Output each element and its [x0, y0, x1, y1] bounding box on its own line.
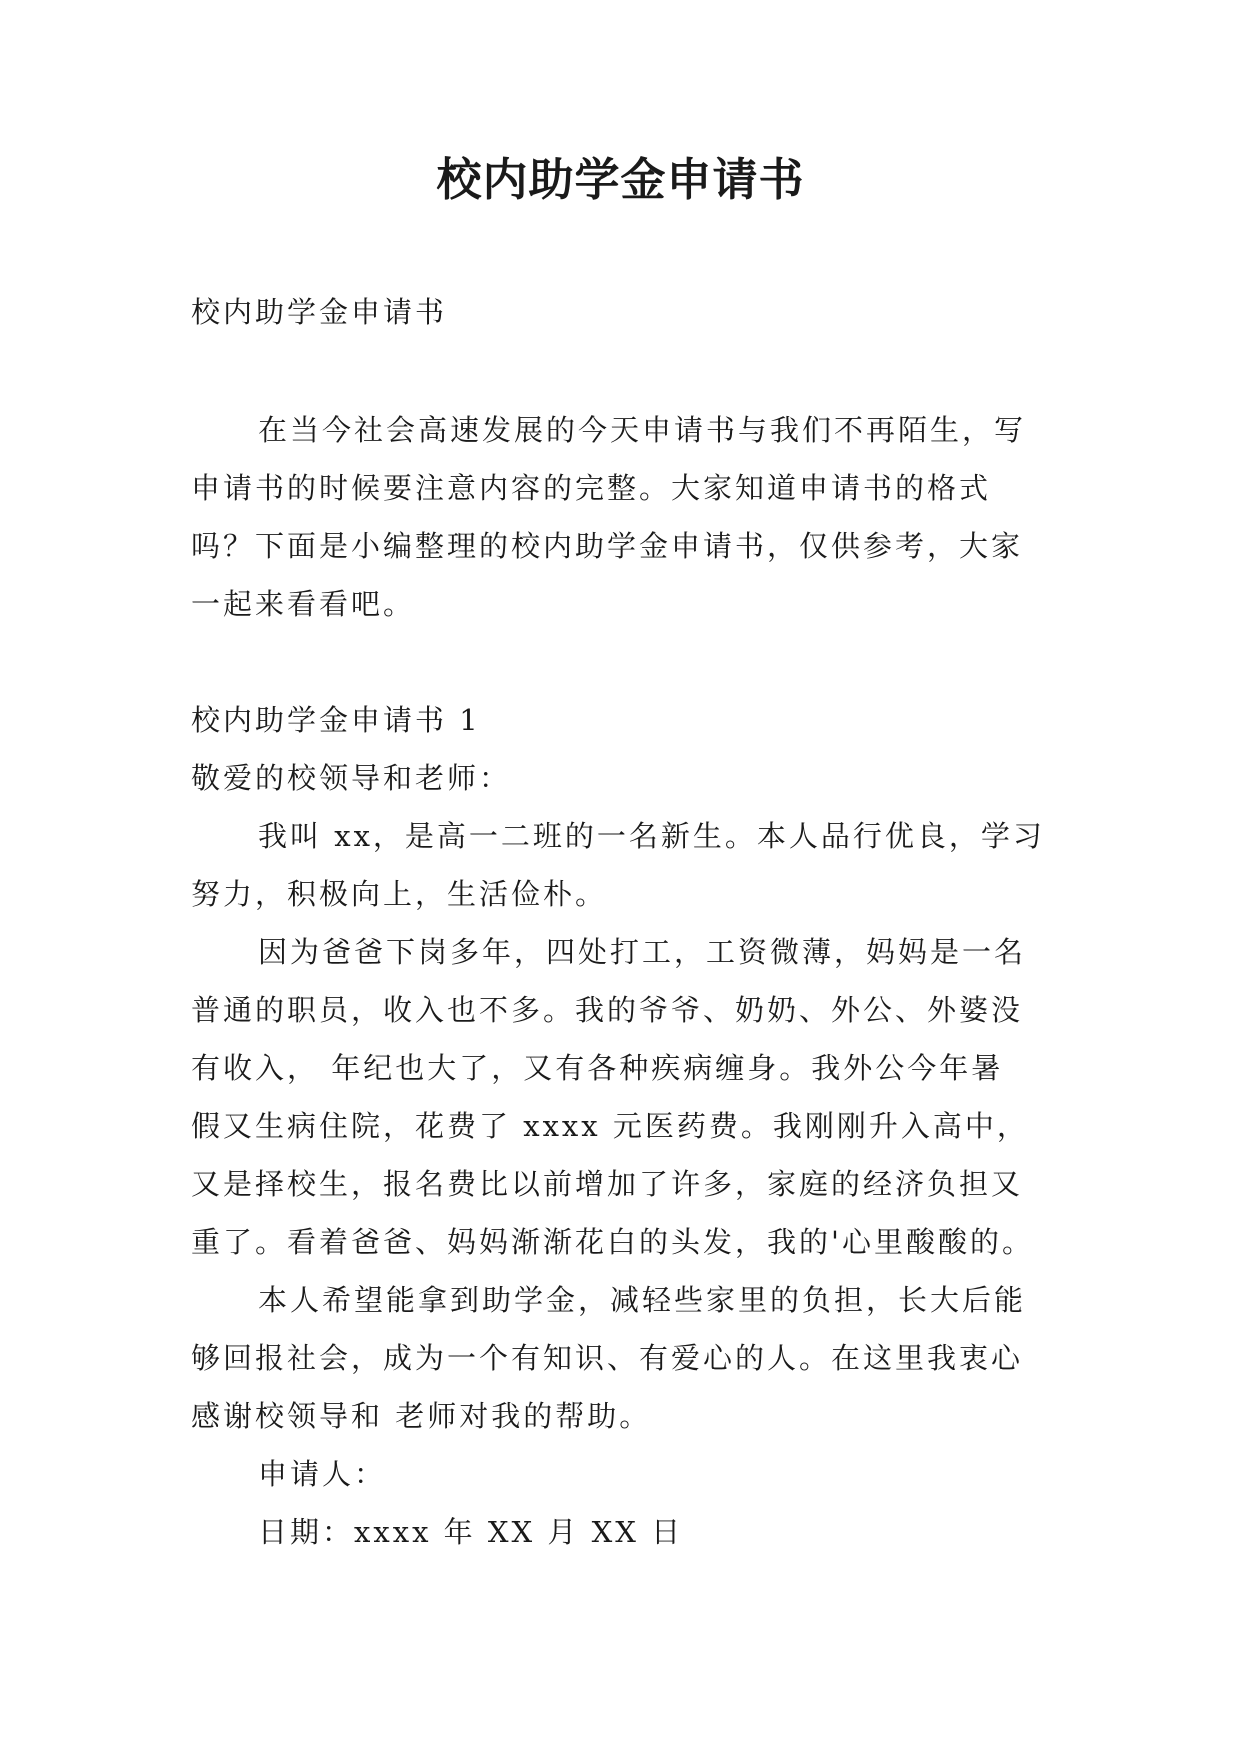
- salutation: 敬爱的校领导和老师：: [191, 761, 512, 795]
- document-subtitle: 校内助学金申请书: [191, 295, 448, 329]
- body-line: 努力，积极向上，生活俭朴。: [191, 877, 608, 911]
- body-line: 因为爸爸下岗多年，四处打工，工资微薄，妈妈是一名: [258, 935, 1027, 969]
- document-title: 校内助学金申请书: [436, 153, 805, 206]
- applicant-label: 申请人：: [258, 1457, 387, 1491]
- body-line: 假又生病住院，花费了 xxxx 元医药费。我刚刚升入高中，: [191, 1109, 1029, 1143]
- intro-line: 吗？下面是小编整理的校内助学金申请书，仅供参考，大家: [191, 529, 1024, 563]
- intro-line: 申请书的时候要注意内容的完整。大家知道申请书的格式: [191, 471, 992, 505]
- body-line: 普通的职员，收入也不多。我的爷爷、奶奶、外公、外婆没: [191, 993, 1024, 1027]
- date-line: 日期：xxxx 年 XX 月 XX 日: [258, 1515, 684, 1549]
- body-line: 够回报社会，成为一个有知识、有爱心的人。在这里我衷心: [191, 1341, 1024, 1375]
- body-line: 重了。看着爸爸、妈妈渐渐花白的头发，我的'心里酸酸的。: [191, 1225, 1034, 1259]
- body-line: 感谢校领导和 老师对我的帮助。: [191, 1399, 652, 1433]
- section-heading: 校内助学金申请书 1: [191, 703, 481, 737]
- intro-line: 一起来看看吧。: [191, 587, 416, 621]
- body-line: 又是择校生，报名费比以前增加了许多，家庭的经济负担又: [191, 1167, 1024, 1201]
- intro-line: 在当今社会高速发展的今天申请书与我们不再陌生，写: [258, 413, 1027, 447]
- body-line: 本人希望能拿到助学金，减轻些家里的负担，长大后能: [258, 1283, 1027, 1317]
- body-line: 有收入， 年纪也大了，又有各种疾病缠身。我外公今年暑: [191, 1051, 1004, 1085]
- body-line: 我叫 xx，是高一二班的一名新生。本人品行优良，学习: [258, 819, 1045, 853]
